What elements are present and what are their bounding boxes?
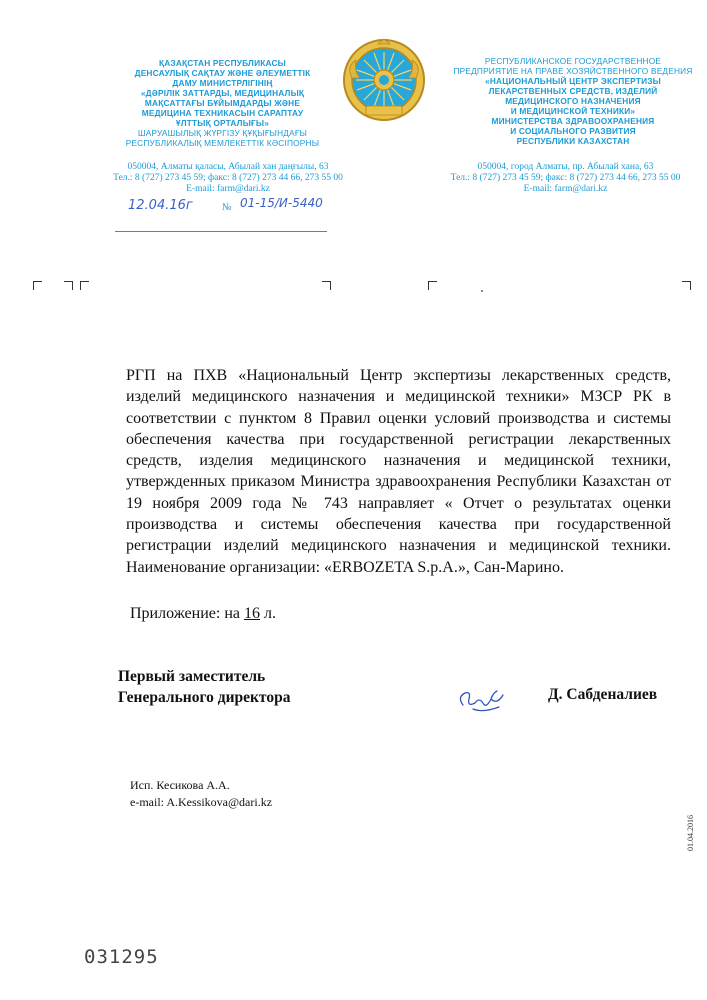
header-left-line: ДАМУ МИНИСТРЛІГІНІҢ bbox=[172, 78, 273, 88]
registration-number-label: № bbox=[222, 202, 232, 213]
header-left-line: МЕДИЦИНА ТЕХНИКАСЫН САРАПТАУ bbox=[141, 108, 304, 118]
header-right-bold-line: «НАЦИОНАЛЬНЫЙ ЦЕНТР ЭКСПЕРТИЗЫ bbox=[485, 76, 661, 86]
header-right-bold-line: ЛЕКАРСТВЕННЫХ СРЕДСТВ, ИЗДЕЛИЙ bbox=[488, 86, 658, 96]
header-right-line: РЕСПУБЛИКАНСКОЕ ГОСУДАРСТВЕННОЕ bbox=[484, 56, 662, 66]
executor-email: e-mail: A.Kessikova@dari.kz bbox=[130, 795, 273, 809]
header-right-bold-line: РЕСПУБЛИКИ КАЗАХСТАН bbox=[516, 136, 630, 146]
email-right: E-mail: farm@dari.kz bbox=[523, 184, 608, 194]
signer-title bbox=[118, 666, 290, 708]
registration-line bbox=[115, 196, 327, 234]
header-left-line: ҰЛТТЫҚ ОРТАЛЫҒЫ» bbox=[175, 118, 270, 128]
side-date-stamp: 01.04.2016 bbox=[686, 815, 695, 851]
header-left-line: ДЕНСАУЛЫҚ САҚТАУ ЖӘНЕ ӘЛЕУМЕТТІК bbox=[134, 68, 311, 78]
executor-name: Исп. Кесикова А.А. bbox=[130, 778, 230, 792]
appendix-line bbox=[130, 605, 276, 623]
header-right-russian bbox=[428, 56, 707, 146]
kazakhstan-emblem-icon bbox=[342, 38, 426, 122]
letter-body bbox=[126, 365, 671, 578]
registration-date: 12.04.16г bbox=[128, 198, 193, 213]
header-left-subline: РЕСПУБЛИКАЛЫҚ МЕМЛЕКЕТТІК КӘСІПОРНЫ bbox=[125, 138, 320, 148]
body-paragraph: РГП на ПХВ «Национальный Центр экспертизы лекарственных средств, изделий медицинского назначения и медицинской техники» МЗСР РК в соответствии с пунктом 8 Правил оценки условий производства и системы обеспечения качества при государственной регистрации лекарственных средств, изделия медицинского назначения и медицинской техники, утвержденных приказом Министра здравоохранения Республики Казахстан от 19 ноября 2009 года № 743 направляет « Отчет о результатах оценки производства и системы обеспечения качества при государственной регистрации изделий медицинского назначения и медицинской техники. Наименование организации: «ERBOZETA S.p.A.», Сан-Марино. bbox=[126, 367, 671, 576]
handwritten-signature bbox=[453, 683, 513, 719]
header-left-line: «ДӘРІЛІК ЗАТТАРДЫ, МЕДИЦИНАЛЫҚ bbox=[140, 88, 305, 98]
signer-title-line2: Генерального директора bbox=[118, 689, 291, 706]
corner-mark bbox=[33, 281, 42, 290]
contacts-left bbox=[78, 162, 378, 195]
registration-underline bbox=[115, 231, 327, 232]
signer-name: Д. Сабденалиев bbox=[548, 686, 658, 703]
header-right-bold-line: МИНИСТЕРСТВА ЗДРАВООХРАНЕНИЯ bbox=[491, 116, 655, 126]
header-right-line: ПРЕДПРИЯТИЕ НА ПРАВЕ ХОЗЯЙСТВЕННОГО ВЕДЕНИЯ bbox=[453, 66, 693, 76]
phone-left: Тел.: 8 (727) 273 45 59; факс: 8 (727) 273 44 66, 273 55 00 bbox=[113, 173, 343, 183]
address-left: 050004, Алматы қаласы, Абылай хан даңғылы, 63 bbox=[127, 162, 329, 172]
address-right: 050004, город Алматы, пр. Абылай хана, 63 bbox=[477, 162, 654, 172]
signer-title-line1: Первый заместитель bbox=[118, 668, 266, 685]
header-left-line: ҚАЗАҚСТАН РЕСПУБЛИКАСЫ bbox=[158, 58, 287, 68]
header-right-bold-line: МЕДИЦИНСКОГО НАЗНАЧЕНИЯ bbox=[505, 96, 641, 106]
registration-number: 01-15/И-5440 bbox=[240, 196, 323, 210]
appendix-pages: 16 bbox=[243, 605, 260, 622]
header-left-subline: ШАРУАШЫЛЫҚ ЖҮРГІЗУ ҚҰҚЫҒЫНДАҒЫ bbox=[137, 128, 308, 138]
appendix-prefix: Приложение: на bbox=[130, 605, 244, 622]
executor-info bbox=[130, 777, 272, 811]
contacts-right bbox=[428, 162, 703, 195]
appendix-suffix: л. bbox=[259, 605, 276, 622]
header-left-line: МАҚСАТТАҒЫ БҰЙЫМДАРДЫ ЖӘНЕ bbox=[144, 98, 301, 108]
corner-mark bbox=[682, 281, 691, 290]
speck bbox=[481, 290, 483, 292]
phone-right: Тел.: 8 (727) 273 45 59; факс: 8 (727) 273 44 66, 273 55 00 bbox=[450, 173, 681, 183]
header-right-bold-line: И МЕДИЦИНСКОЙ ТЕХНИКИ» bbox=[510, 106, 636, 116]
email-left: E-mail: farm@dari.kz bbox=[186, 184, 270, 194]
document-code: 031295 bbox=[84, 946, 159, 968]
corner-mark bbox=[64, 281, 73, 290]
corner-mark bbox=[322, 281, 331, 290]
corner-mark bbox=[80, 281, 89, 290]
header-left-kazakh bbox=[70, 58, 375, 148]
header-right-bold-line: И СОЦИАЛЬНОГО РАЗВИТИЯ bbox=[510, 126, 636, 136]
corner-mark bbox=[428, 281, 437, 290]
